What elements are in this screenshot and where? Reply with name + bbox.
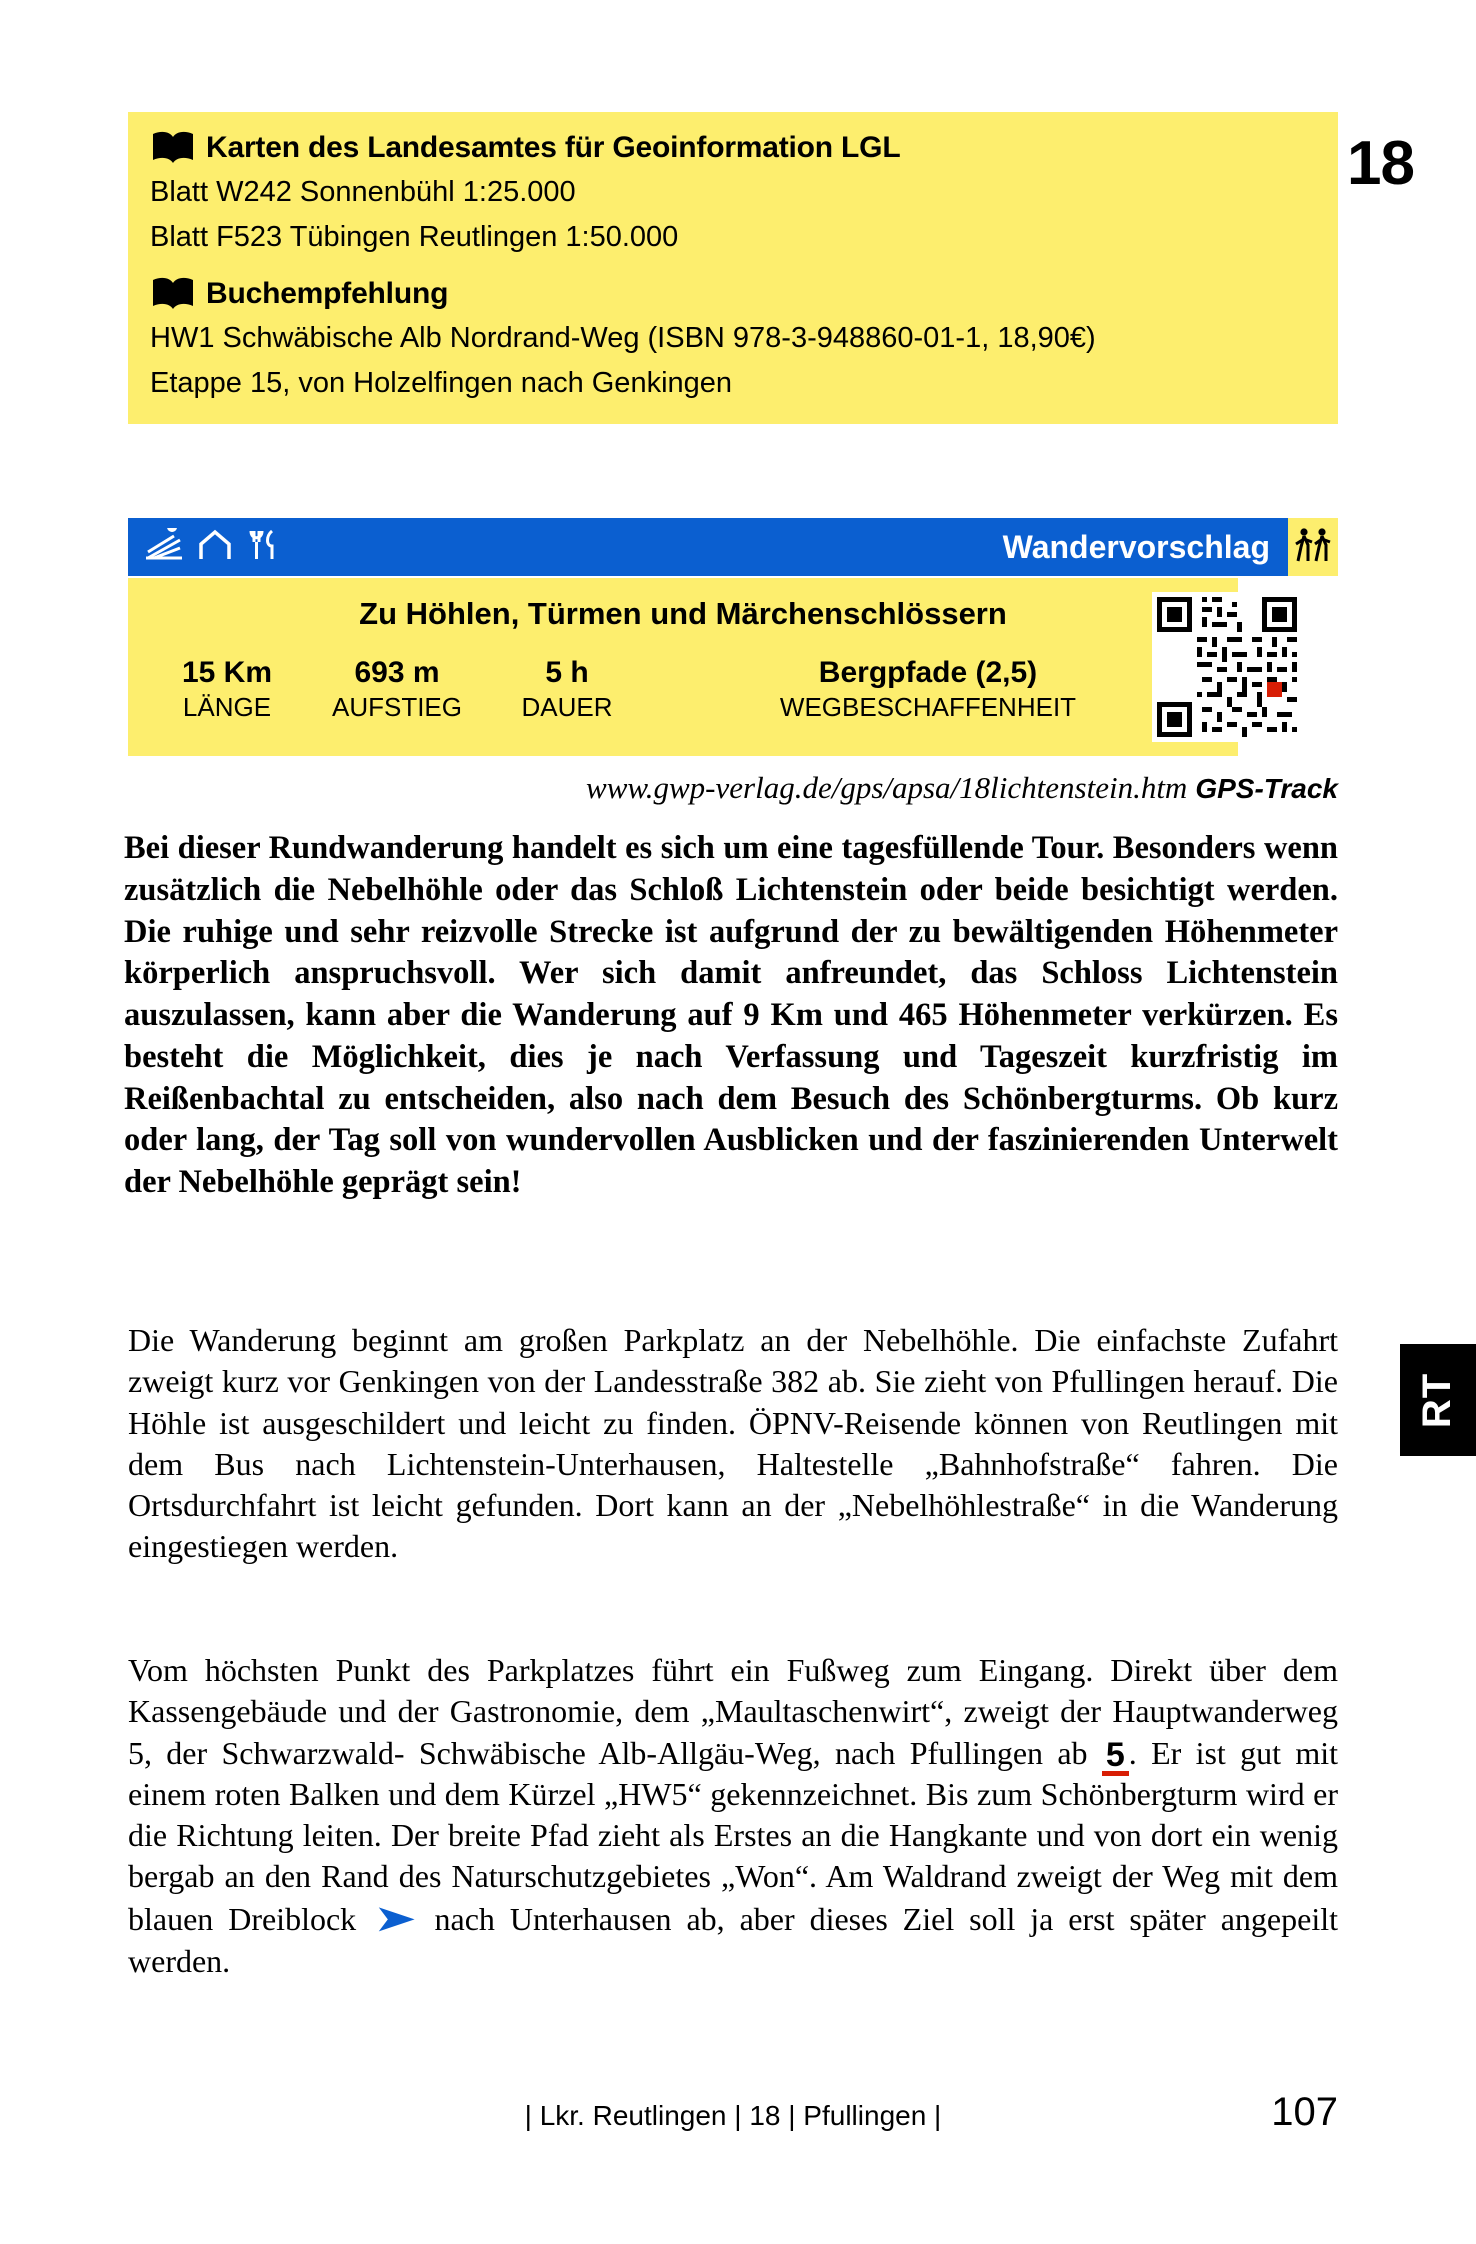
hw5-marker: 5 [1102,1739,1129,1776]
hikers-icon [1288,518,1338,576]
recommendation-line-2: Etappe 15, von Holzelfingen nach Genkingen [150,367,733,400]
footer-breadcrumb: | Lkr. Reutlingen | 18 | Pfullingen | [524,2100,942,2131]
stat-duration [492,656,642,723]
book-icon [150,130,196,166]
maps-heading: Karten des Landesamtes für Geoinformation LGL [206,131,901,164]
stat-ascent-label: AUFSTIEG [331,692,462,722]
recommendation-heading: Buchempfehlung [206,277,449,311]
tour-stats [128,656,1238,723]
facility-icons [128,528,280,567]
body-paragraph-2 [128,1650,1338,1983]
maps-heading-row [128,130,1338,166]
stat-duration-value: 5 h [545,656,589,689]
paragraph-2-part-c: nach Unterhausen ab, aber dieses Ziel soll ja erst später angepeilt werden. [128,1900,1339,1980]
book-icon [150,276,196,312]
campfire-icon [144,528,184,567]
tour-summary-box [128,578,1238,756]
stat-trail-quality-label: WEGBESCHAFFENHEIT [779,692,1077,722]
paragraph-2-part-a: Vom höchsten Punkt des Parkplatzes führt ein Fußweg zum Eingang. Direkt über dem Kassengebäude und der Gastronomie, dem „Maultaschenwirt“, zweigt der Hauptwanderweg 5, der Schwarzwald- Schwäbische Alb-Allgäu-Weg, nach Pfullingen ab [128,1652,1338,1771]
stat-ascent-value: 693 m [354,656,440,689]
maps-line-1: Blatt W242 Sonnenbühl 1:25.000 [150,176,576,208]
maps-info-box [128,112,1338,424]
paragraph-2-part-b: . Er ist gut mit einem roten Balken und dem Kürzel „HW5“ gekennzeichnet. Bis zum Schönbergturm wird er die Richtung leiten. Der breite Pfad zieht als Erstes an die Hangkante und von dort ein wenig bergab an den Rand des Naturschutzgebietes „Won“. Am Waldrand zweigt der Weg mit dem blauen Dreiblock [128,1734,1338,1937]
intro-paragraph: Bei dieser Rundwanderung handelt es sich um eine tagesfüllende Tour. Besonders wenn zusätzlich die Nebelhöhle oder das Schloß Lichtenstein oder beide besichtigt werden. Die ruhige und sehr reizvolle Strecke ist aufgrund der zu bewältigenden Höhenmeter körperlich anspruchsvoll. Wer sich damit anfreundet, das Schloss Lichtenstein auszulassen, kann aber die Wanderung auf 9 Km und 465 Höhenmeter verkürzen. Es besteht die Möglichkeit, dies je nach Verfassung und Tageszeit kurzfristig im Reißenbachtal zu entscheiden, also nach dem Besuch des Schönbergturms. Ob kurz oder lang, der Tag soll von wundervollen Ausblicken und der faszinierenden Unterwelt der Nebelhöhle geprägt sein! [124,830,1338,1200]
qr-code-icon [1152,592,1302,742]
recommendation-line-1: HW1 Schwäbische Alb Nordrand-Weg (ISBN 978-3-948860-01-1, 18,90€) [150,322,1096,355]
stat-ascent [302,656,492,723]
page-footer [128,2090,1338,2135]
stat-trail-quality-value: Bergpfade (2,5) [818,656,1038,689]
gps-url[interactable]: www.gwp-verlag.de/gps/apsa/18lichtenstein.htm [586,770,1188,805]
restaurant-icon [246,528,280,567]
recommendation-heading-row [128,276,1338,312]
tour-title: Zu Höhlen, Türmen und Märchenschlössern [359,596,1007,631]
region-tab-rt [1400,1344,1476,1456]
gps-label: GPS-Track [1195,773,1338,804]
wandervorschlag-bar [128,518,1288,576]
chapter-number: 18 [1347,129,1414,198]
region-tab-label: RT [1415,1372,1460,1428]
stat-trail-quality [642,656,1214,723]
stat-length-label: LÄNGE [182,692,272,722]
shelter-icon [198,528,232,567]
stat-length [152,656,302,723]
blue-triangle-icon: ➤ [375,1900,416,1938]
body-paragraph-1: Die Wanderung beginnt am großen Parkplatz an der Nebelhöhle. Die einfachste Zufahrt zweigt kurz vor Genkingen von der Landesstraße 382 ab. Sie zieht von Pfullingen herauf. Die Höhle ist ausgeschildert und leicht zu finden. ÖPNV-Reisende können von Reutlingen mit dem Bus nach Lichtenstein-Unterhausen, Haltestelle „Bahnhofstraße“ fahren. Die Ortsdurchfahrt ist leicht gefunden. Dort kann an der „Nebelhöhlestraße“ in die Wanderung eingestiegen werden. [128,1322,1338,1565]
gps-track-line [128,770,1338,806]
stat-length-value: 15 Km [181,656,273,689]
stat-duration-label: DAUER [521,692,613,722]
page-number: 107 [1271,2090,1338,2134]
maps-line-2: Blatt F523 Tübingen Reutlingen 1:50.000 [150,221,679,254]
wandervorschlag-title: Wandervorschlag [1002,528,1270,565]
